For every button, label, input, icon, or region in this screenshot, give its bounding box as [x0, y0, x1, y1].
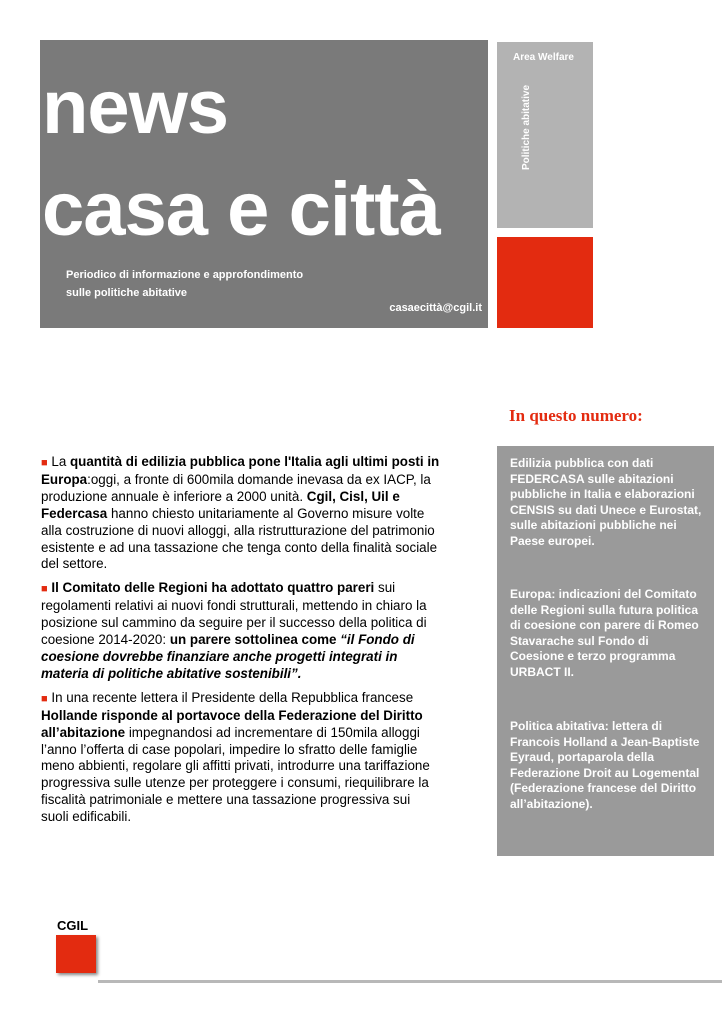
- p3-text-a: In una recente lettera il Presidente della Repubblica francese: [47, 689, 414, 705]
- article-paragraph-2: [41, 580, 441, 682]
- contents-item-1: Edilizia pubblica con dati FEDERCASA sulle abitazioni pubbliche in Italia e elaborazioni CENSIS su dati Unece e Eurostat, sulle abitazioni pubbliche nei Paese europei.: [510, 456, 702, 548]
- article-paragraph-3: [41, 690, 441, 826]
- article-paragraph-1: [41, 454, 441, 573]
- cgil-logo-text: CGIL: [57, 918, 89, 933]
- p1-bold-d: Cgil, Cisl, Uil e Federcasa: [41, 488, 400, 521]
- contents-panel: [497, 446, 714, 856]
- masthead-title-news: news: [42, 65, 229, 150]
- contact-email[interactable]: casaecittà@cgil.it: [389, 302, 482, 314]
- cgil-logo: [54, 918, 100, 976]
- p1-bold-b: quantità di edilizia pubblica pone l'Italia agli ultimi posti in Europa: [41, 454, 440, 487]
- p2-bold-d: un parere sottolinea come: [169, 632, 341, 648]
- red-square-bullet-icon: ■: [41, 583, 48, 596]
- article-body: [41, 454, 441, 833]
- p2-bold-italic-quote: “il Fondo di coesione dovrebbe finanziare anche progetti integrati in materia di politiche abitative sostenibili”.: [41, 632, 415, 681]
- masthead-title-casa-citta: casa e città: [42, 167, 440, 252]
- footer-divider: [98, 980, 722, 983]
- p1-text-e: hanno chiesto unitariamente al Governo misure volte alla costruzione di nuovi alloggi, alla ristrutturazione del patrimonio esistente e ad una tassazione che tenga conto della finalità sociale del settore.: [41, 505, 438, 572]
- p2-bold-b: Il Comitato delle Regioni ha adottato quattro pareri: [51, 580, 375, 596]
- tagline-line-2: sulle politiche abitative: [66, 287, 188, 299]
- p3-bold-b: Hollande risponde al portavoce della Federazione del Diritto all’abitazione: [41, 707, 423, 740]
- in-questo-numero-heading: In questo numero:: [509, 406, 643, 425]
- p1-text-c: :oggi, a fronte di 600mila domande inevasa da ex IACP, la produzione annuale è inferiore a 2000 unità.: [41, 471, 431, 504]
- masthead-tagline: [66, 266, 303, 302]
- contents-item-3: Politica abitativa: lettera di Francois Holland a Jean-Baptiste Eyraud, portaparola della Federazione Droit au Logemental (Federazione francese del Diritto all’abitazione).: [510, 719, 700, 811]
- p3-text-c: impegnandosi ad incrementare di 150mila alloggi l’anno l’offerta di case popolari, impedire lo sfratto delle famiglie meno abbienti, regolare gli affitti privati, introdurre una tariffazione progressiva sulle utenze per proteggere i consumi, riequilibrare la fiscalità patrimoniale e mettere una tassazione progressiva sui suoli edificabili.: [41, 724, 430, 825]
- p1-text-a: La: [47, 454, 70, 469]
- cgil-red-square: [56, 935, 96, 973]
- area-welfare-label: Area Welfare: [513, 52, 574, 63]
- tagline-line-1: Periodico di informazione e approfondimento: [66, 269, 304, 281]
- politiche-abitative-vertical-label: Politiche abitative: [521, 84, 532, 170]
- area-welfare-box: [497, 42, 593, 228]
- p2-text-c: sui regolamenti relativi ai nuovi fondi strutturali, mettendo in chiaro la posizione sul cammino da seguire per il successo della politica di coesione 2014-2020:: [41, 580, 427, 648]
- contents-item-2: Europa: indicazioni del Comitato delle Regioni sulla futura politica di coesione con parere di Romeo Stavarache sul Fondo di Coesione e terzo programma URBACT II.: [510, 587, 699, 679]
- red-accent-block: [497, 237, 593, 328]
- masthead: [40, 40, 488, 328]
- red-square-bullet-icon: ■: [41, 692, 48, 705]
- red-square-bullet-icon: ■: [41, 457, 48, 469]
